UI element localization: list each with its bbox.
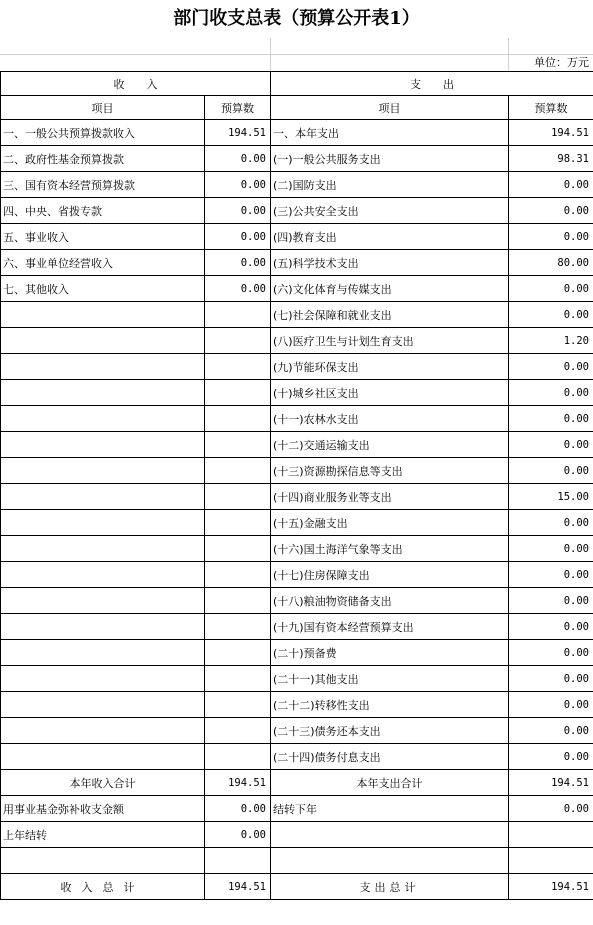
table-row: [1, 120, 593, 146]
income-value: [205, 458, 271, 484]
income-value: [205, 666, 271, 692]
expense-item: (三)公共安全支出: [271, 198, 509, 224]
expense-item: (二十三)债务还本支出: [271, 718, 509, 744]
prev-value: 0.00: [205, 822, 271, 848]
empty-cell: [509, 848, 593, 874]
blank-row: [1, 848, 593, 874]
table-row: [1, 692, 593, 718]
table-row: [1, 380, 593, 406]
table-row: [1, 510, 593, 536]
expense-item: (二十)预备费: [271, 640, 509, 666]
empty-cell: [1, 848, 205, 874]
grand-total-row: [1, 874, 593, 900]
table-row: [1, 666, 593, 692]
income-value: 0.00: [205, 276, 271, 302]
income-value: [205, 536, 271, 562]
income-value: [205, 588, 271, 614]
budget-table: [0, 71, 593, 900]
unit-label: 单位：万元: [534, 56, 589, 69]
income-item: 二、政府性基金预算拨款: [1, 146, 205, 172]
income-section-header: 收 入: [1, 72, 271, 96]
expense-item: 一、本年支出: [271, 120, 509, 146]
income-item: 六、事业单位经营收入: [1, 250, 205, 276]
income-item-header: 项目: [1, 96, 205, 120]
expense-value: 0.00: [509, 172, 593, 198]
expense-value: 0.00: [509, 380, 593, 406]
fund-value: 0.00: [205, 796, 271, 822]
prev-label: 上年结转: [1, 822, 205, 848]
income-value: [205, 432, 271, 458]
income-item: [1, 666, 205, 692]
grand-income-label: 收入总计: [1, 874, 205, 900]
income-item: [1, 406, 205, 432]
expense-item: (八)医疗卫生与计划生育支出: [271, 328, 509, 354]
table-row: [1, 302, 593, 328]
expense-value: 98.31: [509, 146, 593, 172]
expense-item: (十九)国有资本经营预算支出: [271, 614, 509, 640]
expense-value: 194.51: [509, 120, 593, 146]
carry-value: 0.00: [509, 796, 593, 822]
income-value: [205, 484, 271, 510]
column-header-row: [1, 96, 593, 120]
income-item: [1, 692, 205, 718]
expense-value: 0.00: [509, 614, 593, 640]
table-row: [1, 198, 593, 224]
expense-value: 0.00: [509, 198, 593, 224]
table-row: [1, 328, 593, 354]
income-item: [1, 302, 205, 328]
income-item: 三、国有资本经营预算拨款: [1, 172, 205, 198]
income-item: [1, 744, 205, 770]
expense-value: 0.00: [509, 276, 593, 302]
income-value: [205, 510, 271, 536]
table-row: [1, 250, 593, 276]
income-value: [205, 744, 271, 770]
grid-line: [270, 38, 271, 71]
empty-cell: [271, 848, 509, 874]
expense-item: (十二)交通运输支出: [271, 432, 509, 458]
income-value: 0.00: [205, 250, 271, 276]
table-row: [1, 744, 593, 770]
income-item: [1, 458, 205, 484]
income-item: [1, 354, 205, 380]
income-item: [1, 380, 205, 406]
income-item: [1, 614, 205, 640]
table-row: [1, 640, 593, 666]
expense-item: (七)社会保障和就业支出: [271, 302, 509, 328]
income-value: [205, 302, 271, 328]
expense-value: 0.00: [509, 562, 593, 588]
table-row: [1, 562, 593, 588]
expense-value: 80.00: [509, 250, 593, 276]
income-item: [1, 510, 205, 536]
income-item: [1, 536, 205, 562]
budget-table-body: [1, 72, 593, 900]
expense-value: 0.00: [509, 302, 593, 328]
expense-value: 0.00: [509, 718, 593, 744]
income-item: [1, 562, 205, 588]
prev-row: [1, 822, 593, 848]
income-item: [1, 588, 205, 614]
income-value: 194.51: [205, 120, 271, 146]
income-item: 一、一般公共预算拨款收入: [1, 120, 205, 146]
expense-value: 0.00: [509, 744, 593, 770]
expense-value: 0.00: [509, 536, 593, 562]
income-item: [1, 432, 205, 458]
table-row: [1, 406, 593, 432]
income-value: [205, 328, 271, 354]
expense-item: (十四)商业服务业等支出: [271, 484, 509, 510]
expense-value: 0.00: [509, 510, 593, 536]
section-header-row: [1, 72, 593, 96]
expense-item: (十七)住房保障支出: [271, 562, 509, 588]
expense-total-label: 本年支出合计: [271, 770, 509, 796]
expense-section-header: 支 出: [271, 72, 593, 96]
expense-item: (四)教育支出: [271, 224, 509, 250]
income-total-value: 194.51: [205, 770, 271, 796]
income-value: 0.00: [205, 224, 271, 250]
expense-value: 0.00: [509, 666, 593, 692]
table-row: [1, 276, 593, 302]
table-row: [1, 354, 593, 380]
table-row: [1, 432, 593, 458]
fund-label: 用事业基金弥补收支金额: [1, 796, 205, 822]
expense-item: (二十一)其他支出: [271, 666, 509, 692]
expense-value: 0.00: [509, 692, 593, 718]
expense-budget-header: 预算数: [509, 96, 593, 120]
income-value: [205, 562, 271, 588]
expense-item: (二十四)债务付息支出: [271, 744, 509, 770]
income-value: 0.00: [205, 198, 271, 224]
table-row: [1, 536, 593, 562]
empty-cell: [509, 822, 593, 848]
grand-income-value: 194.51: [205, 874, 271, 900]
table-row: [1, 172, 593, 198]
expense-value: 0.00: [509, 406, 593, 432]
table-row: [1, 588, 593, 614]
expense-item: (六)文化体育与传媒支出: [271, 276, 509, 302]
expense-value: 0.00: [509, 588, 593, 614]
expense-item: (十六)国土海洋气象等支出: [271, 536, 509, 562]
expense-item: (九)节能环保支出: [271, 354, 509, 380]
expense-item: (二)国防支出: [271, 172, 509, 198]
table-row: [1, 146, 593, 172]
income-item: 五、事业收入: [1, 224, 205, 250]
income-value: 0.00: [205, 172, 271, 198]
income-value: [205, 640, 271, 666]
expense-value: 0.00: [509, 354, 593, 380]
income-value: 0.00: [205, 146, 271, 172]
expense-item: (十)城乡社区支出: [271, 380, 509, 406]
table-row: [1, 484, 593, 510]
income-item: [1, 640, 205, 666]
income-item: [1, 328, 205, 354]
expense-value: 15.00: [509, 484, 593, 510]
table-row: [1, 458, 593, 484]
expense-item: (十八)粮油物资储备支出: [271, 588, 509, 614]
income-item: [1, 484, 205, 510]
income-value: [205, 692, 271, 718]
carry-label: 结转下年: [271, 796, 509, 822]
empty-cell: [271, 822, 509, 848]
income-total-label: 本年收入合计: [1, 770, 205, 796]
income-item: [1, 718, 205, 744]
expense-item: (二十二)转移性支出: [271, 692, 509, 718]
expense-item: (十五)金融支出: [271, 510, 509, 536]
income-value: [205, 718, 271, 744]
expense-item: (十一)农林水支出: [271, 406, 509, 432]
expense-total-value: 194.51: [509, 770, 593, 796]
table-row: [1, 224, 593, 250]
grand-expense-label: 支出总计: [271, 874, 509, 900]
expense-value: 0.00: [509, 640, 593, 666]
income-value: [205, 614, 271, 640]
income-item: 四、中央、省拨专款: [1, 198, 205, 224]
expense-value: 0.00: [509, 432, 593, 458]
income-budget-header: 预算数: [205, 96, 271, 120]
expense-value: 1.20: [509, 328, 593, 354]
expense-item-header: 项目: [271, 96, 509, 120]
header-grid: [0, 38, 593, 71]
income-value: [205, 380, 271, 406]
income-value: [205, 406, 271, 432]
grand-expense-value: 194.51: [509, 874, 593, 900]
expense-item: (十三)资源勘探信息等支出: [271, 458, 509, 484]
table-row: [1, 614, 593, 640]
income-value: [205, 354, 271, 380]
page-title: 部门收支总表（预算公开表1）: [173, 8, 420, 29]
expense-value: 0.00: [509, 458, 593, 484]
expense-value: 0.00: [509, 224, 593, 250]
expense-item: (五)科学技术支出: [271, 250, 509, 276]
table-row: [1, 718, 593, 744]
grid-line: [0, 54, 593, 55]
total-row: [1, 770, 593, 796]
empty-cell: [205, 848, 271, 874]
expense-item: (一)一般公共服务支出: [271, 146, 509, 172]
fund-row: [1, 796, 593, 822]
income-item: 七、其他收入: [1, 276, 205, 302]
